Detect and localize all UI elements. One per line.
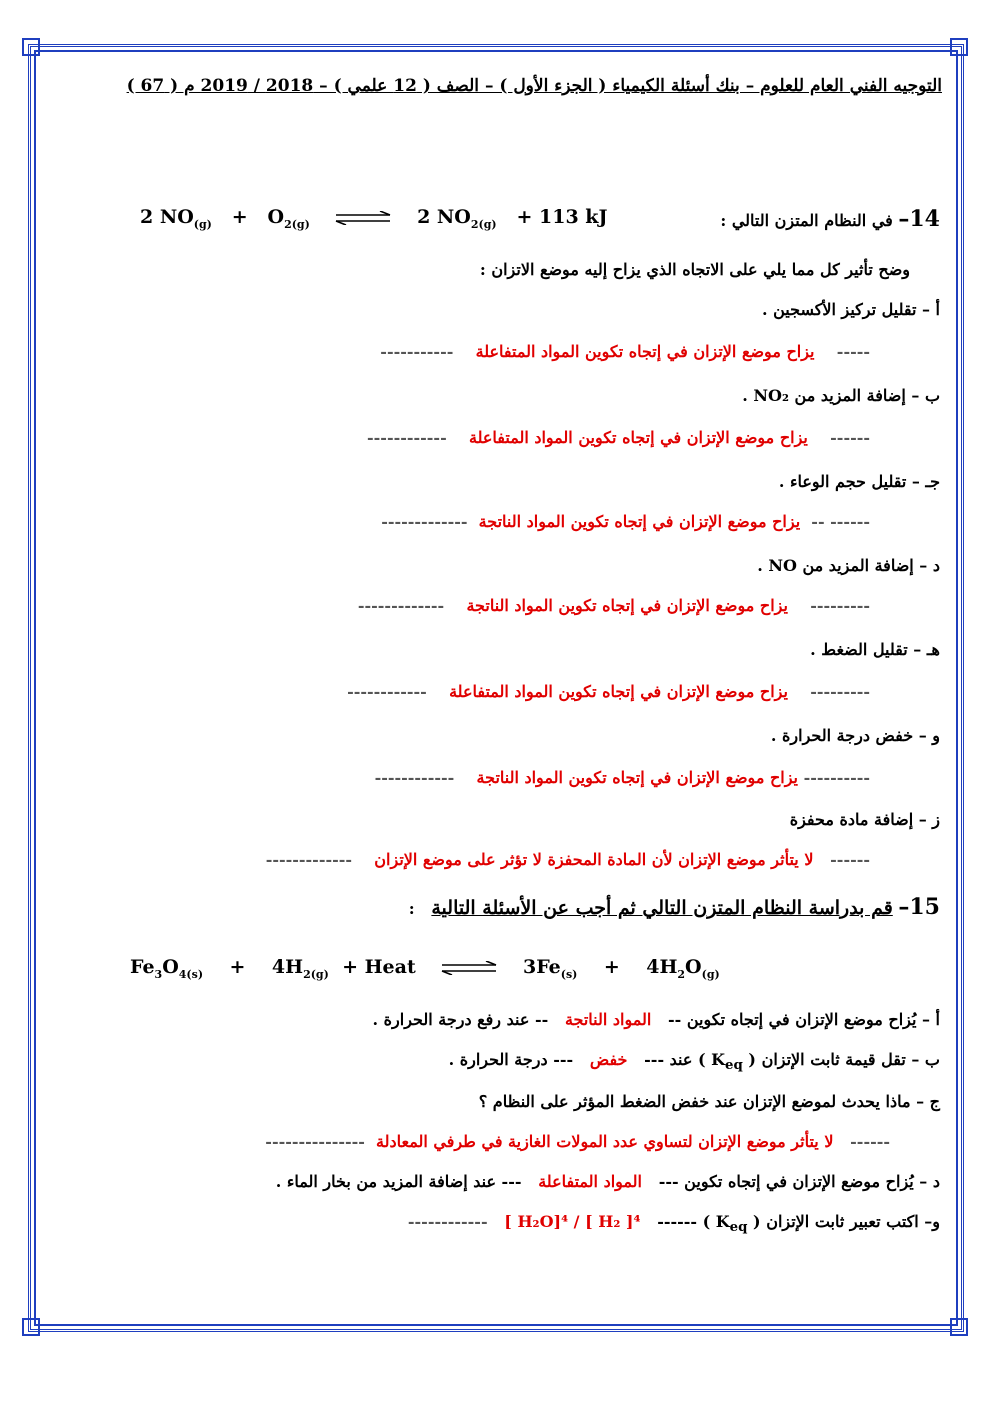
q14-answer-e: --------- يزاح موضع الإتزان في إتجاه تكوين المواد المتفاعلة ------------ — [347, 682, 870, 701]
q14-answer-c: ------ -- يزاح موضع الإتزان في إتجاه تكوين المواد الناتجة ------------- — [381, 512, 870, 531]
q15-title: قم بدراسة النظام المتزن التالي ثم أجب عن الأسئلة التالية — [431, 897, 893, 919]
q14-intro: في النظام المتزن التالي : — [720, 211, 893, 230]
border-corner-top-left — [22, 38, 40, 56]
q14-equation-line — [40, 206, 940, 232]
q15-title-line: 15– قم بدراسة النظام المتزن التالي ثم أجب عن الأسئلة التالية : — [408, 894, 940, 920]
q15-answer-c: ------ لا يتأثر موضع الإتزان لتساوي عدد المولات الغازية في طرفي المعادلة --------------- — [265, 1132, 890, 1151]
q15-item-b: ب – تقل قيمة ثابت الإتزان ( $K_{eq}$ ) عند --- خفض --- درجة الحرارة . — [448, 1050, 940, 1074]
q15-number: 15– — [898, 894, 940, 920]
q14-instruction: وضح تأثير كل مما يلي على الاتجاه الذي يزاح إليه موضع الاتزان : — [479, 260, 910, 279]
border-corner-bottom-right — [950, 1318, 968, 1336]
q15-equation: $Fe_3O_{4(s)}$ + $4H_{2(g)}$ + Heat $3Fe_{(s)}$ + $4H_2O_{(g)}$ — [130, 956, 720, 981]
border-corner-bottom-left — [22, 1318, 40, 1336]
document-page — [40, 60, 950, 1320]
q14-answer-d: --------- يزاح موضع الإتزان في إتجاه تكوين المواد الناتجة ------------- — [357, 596, 870, 615]
q14-answer-g: ------ لا يتأثر موضع الإتزان لأن المادة المحفزة لا تؤثر على موضع الإتزان ------------- — [265, 850, 870, 869]
border-corner-top-right — [950, 38, 968, 56]
q14-item-c: جـ – تقليل حجم الوعاء . — [778, 472, 940, 491]
q14-answer-f: ---------- يزاح موضع الإتزان في إتجاه تكوين المواد الناتجة ------------ — [374, 768, 870, 787]
q14-item-g: ز – إضافة مادة محفزة — [789, 810, 940, 829]
q15-item-c: ج – ماذا يحدث لموضع الإتزان عند خفض الضغط المؤثر على النظام ؟ — [478, 1092, 940, 1111]
q14-answer-b: ------ يزاح موضع الإتزان في إتجاه تكوين المواد المتفاعلة ------------ — [367, 428, 870, 447]
q14-number: 14– — [898, 206, 940, 232]
page-header: التوجيه الفني العام للعلوم – بنك أسئلة الكيمياء ( الجزء الأول ) – الصف ( 12 علمي ) – 2018 / 2019 م ( 67 ) — [126, 76, 942, 96]
equilibrium-arrow-icon — [440, 961, 498, 975]
q15-item-a: أ – يُزاح موضع الإتزان في إتجاه تكوين -- المواد الناتجة -- عند رفع درجة الحرارة . — [372, 1010, 940, 1029]
q14-item-e: هـ – تقليل الضغط . — [810, 640, 940, 659]
q14-item-a: أ – تقليل تركيز الأكسجين . — [761, 300, 940, 319]
q14-answer-a: ----- يزاح موضع الإتزان في إتجاه تكوين المواد المتفاعلة ----------- — [380, 342, 870, 361]
q14-equation: 2 $NO_{(g)}$ + $O_{2(g)}$ 2 $NO_{2(g)}$ + 113 kJ — [140, 206, 608, 231]
q15-item-e: و– اكتب تعبير ثابت الإتزان ( $K_{eq}$ ) ------ [ H₂O]⁴ / [ H₂ ]⁴ ------------ — [407, 1212, 940, 1236]
q14-item-f: و – خفض درجة الحرارة . — [770, 726, 940, 745]
q14-item-d: د – إضافة المزيد من NO . — [757, 556, 940, 575]
equilibrium-arrow-icon — [334, 211, 392, 225]
q15-item-d: د – يُزاح موضع الإتزان في إتجاه تكوين --- المواد المتفاعلة --- عند إضافة المزيد من بخار الماء . — [275, 1172, 940, 1191]
q14-item-b: ب – إضافة المزيد من NO₂ . — [742, 386, 940, 405]
